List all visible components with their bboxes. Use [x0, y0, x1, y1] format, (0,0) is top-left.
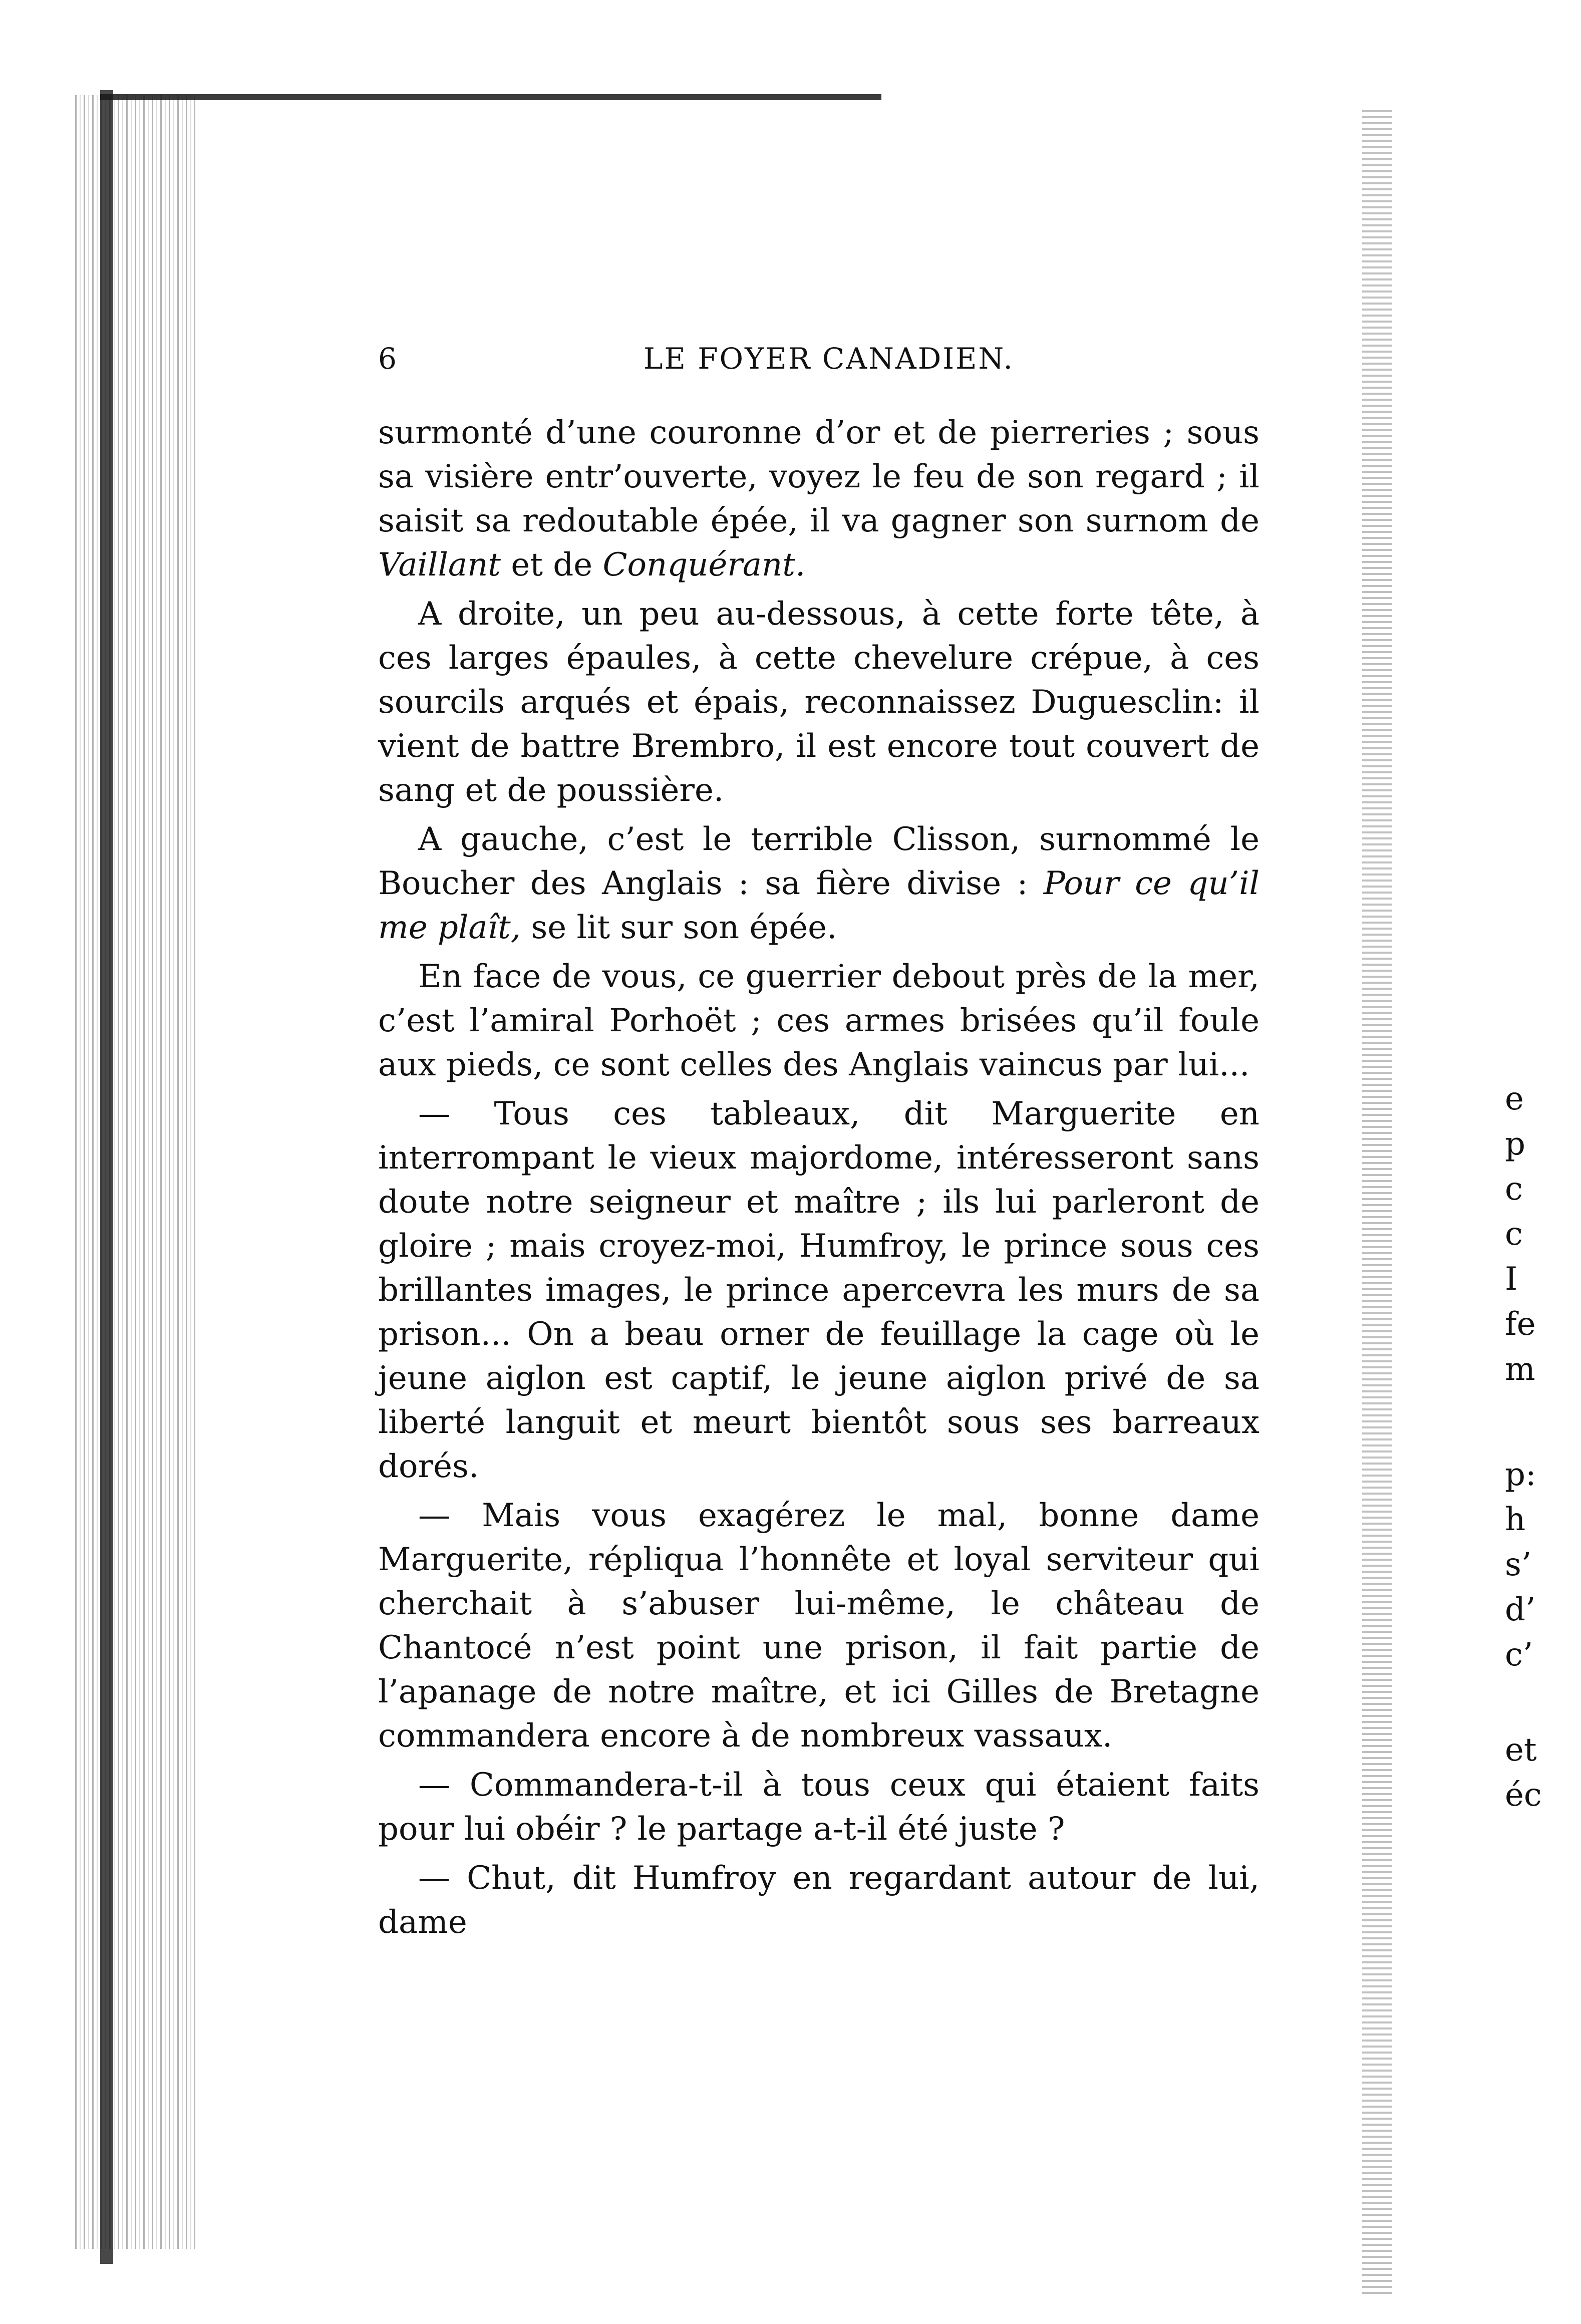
binding-edge — [100, 90, 113, 2264]
facing-page-fragment: h — [1505, 1501, 1526, 1538]
facing-page-fragment: c’ — [1505, 1636, 1533, 1673]
facing-page-fragment: m — [1505, 1351, 1535, 1388]
facing-page-fragment: e — [1505, 1080, 1524, 1117]
running-title: LE FOYER CANADIEN. — [644, 342, 1014, 376]
binding-shadow-left — [75, 95, 195, 2249]
paragraph — [378, 411, 1259, 587]
facing-page-fragment: p: — [1505, 1456, 1536, 1493]
facing-page-fragment: fe — [1505, 1306, 1536, 1343]
facing-page-fragment: éc — [1505, 1777, 1542, 1814]
facing-page-fragment: I — [1505, 1261, 1518, 1298]
facing-page-fragment: p — [1505, 1125, 1525, 1163]
page-number: 6 — [378, 342, 398, 376]
text-run: En face de vous, ce guerrier debout près de la mer, c’est l’amiral Porhoët ; ces armes brisées qu’il foule aux pieds, ce sont celles des Anglais vaincus par lui... — [378, 958, 1259, 1083]
facing-page-fragment: c — [1505, 1216, 1523, 1253]
text-run: — Commandera-t-il à tous ceux qui étaient faits pour lui obéir ? le partage a-t-il été juste ? — [378, 1767, 1259, 1848]
facing-page-fragment: s’ — [1505, 1546, 1532, 1583]
body-text — [378, 411, 1259, 1949]
facing-page-fragment: c — [1505, 1171, 1523, 1208]
page-top-edge — [100, 94, 881, 100]
paragraph — [378, 1494, 1259, 1758]
paragraph — [378, 955, 1259, 1087]
text-run: A gauche, c’est le terrible Clisson, surnommé le Boucher des Anglais : sa fière divise : — [378, 821, 1259, 902]
paragraph — [378, 1092, 1259, 1489]
text-run: A droite, un peu au-dessous, à cette forte tête, à ces larges épaules, à cette chevelure crépue, à ces sourcils arqués et épais, reconnaissez Duguesclin: il vient de battre Brembro, il est encore tout couvert de sang et de poussière. — [378, 596, 1259, 809]
paragraph — [378, 1763, 1259, 1851]
text-run: surmonté d’une couronne d’or et de pierreries ; sous sa visière entr’ouverte, voyez le feu de son regard ; il saisit sa redoutable épée, il va gagner son surnom de — [378, 414, 1259, 539]
facing-page-edge — [1362, 110, 1392, 2294]
text-run: — Chut, dit Humfroy en regardant autour de lui, dame — [378, 1860, 1259, 1941]
text-run: — Tous ces tableaux, dit Marguerite en interrompant le vieux majordome, intéresseront sans doute notre seigneur et maître ; ils lui parleront de gloire ; mais croyez-moi, Humfroy, le prince sous ces brillantes images, le prince apercevra les murs de sa prison... On a beau orner de feuillage la cage où le jeune aiglon est captif, le jeune aiglon privé de sa liberté languit et meurt bientôt sous ses barreaux dorés. — [378, 1095, 1259, 1485]
paragraph — [378, 592, 1259, 812]
paragraph — [378, 1856, 1259, 1944]
text-run: et de — [501, 546, 603, 584]
text-run: se lit sur son épée. — [521, 909, 837, 946]
italic-text: Conquérant. — [602, 546, 806, 584]
facing-page-fragment: et — [1505, 1731, 1537, 1769]
running-header — [378, 342, 1259, 382]
italic-text: Vaillant — [378, 546, 501, 584]
facing-page-fragment: d’ — [1505, 1591, 1536, 1628]
italic-text: Pour ce qu’il me plaît, — [378, 865, 1260, 946]
text-run: — Mais vous exagérez le mal, bonne dame Marguerite, répliqua l’honnête et loyal serviteur qui cherchait à s’abuser lui-même, le château de Chantocé n’est point une prison, il fait partie de l’apanage de notre maître, et ici Gilles de Bretagne commandera encore à de nombreux vassaux. — [378, 1497, 1259, 1755]
paragraph — [378, 817, 1259, 950]
